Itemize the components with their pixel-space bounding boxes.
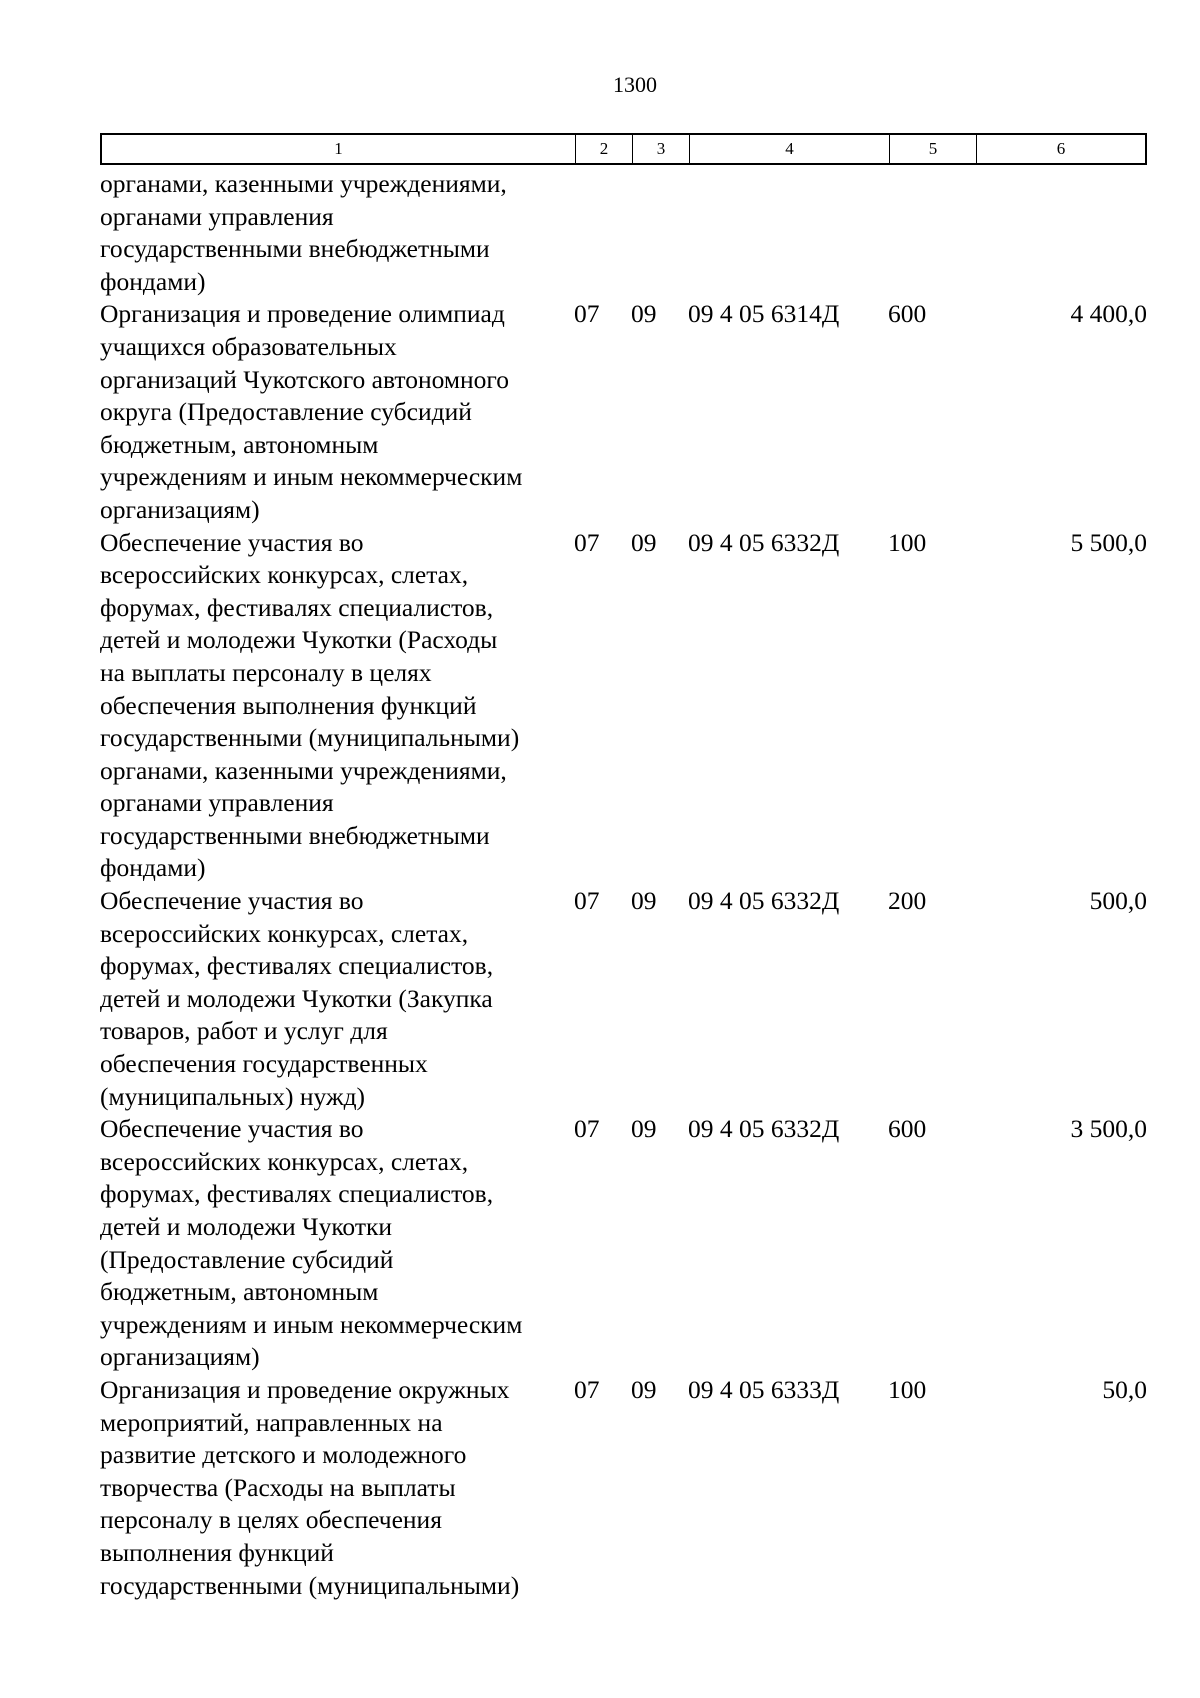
row-description: Организация и проведение олимпиад учащихся образовательных организаций Чукотского автономного округа (Предоставление субсидий бюджетным, автономным учреждениям и иным некоммерческим организациям) [100, 299, 523, 524]
row-target-article: 09 4 05 6314Д [688, 299, 840, 329]
page-number: 1300 [613, 72, 657, 97]
row-subsection-code: 09 [631, 1114, 657, 1144]
row-section-code: 07 [574, 1374, 600, 1404]
row-expense-type: 100 [888, 527, 927, 557]
table-column-header [100, 133, 1147, 165]
row-description: органами, казенными учреждениями, органами управления государственными внебюджетными фондами) [100, 169, 507, 296]
column-header-3: 3 [633, 135, 690, 163]
row-description: Обеспечение участия во всероссийских конкурсах, слетах, форумах, фестивалях специалистов, детей и молодежи Чукотки (Закупка товаров, работ и услуг для обеспечения государственных (муниципальных) нужд) [100, 886, 494, 1111]
row-section-code: 07 [574, 1114, 600, 1144]
table-row [100, 885, 1147, 1113]
row-amount: 4 400,0 [1070, 299, 1147, 329]
row-subsection-code: 09 [631, 299, 657, 329]
row-expense-type: 600 [888, 1114, 927, 1144]
row-subsection-code: 09 [631, 1374, 657, 1404]
row-subsection-code: 09 [631, 527, 657, 557]
column-header-6: 6 [1056, 139, 1066, 158]
row-amount: 50,0 [1102, 1374, 1147, 1404]
row-subsection-code: 09 [631, 886, 657, 916]
table-row [100, 298, 1147, 526]
row-target-article: 09 4 05 6332Д [688, 527, 840, 557]
table-row [100, 527, 1147, 886]
row-description: Организация и проведение окружных мероприятий, направленных на развитие детского и молодежного творчества (Расходы на выплаты персоналу в целях обеспечения выполнения функций государственными (муниципальными) [100, 1374, 520, 1600]
row-amount: 500,0 [1089, 886, 1147, 916]
row-description: Обеспечение участия во всероссийских конкурсах, слетах, форумах, фестивалях специалистов, детей и молодежи Чукотки (Расходы на выплаты персоналу в целях обеспечения выполнения функций государственными (муниципальными) органами, казенными учреждениями, органами управления государственными внебюджетными фондами) [100, 527, 520, 883]
row-expense-type: 100 [888, 1374, 927, 1404]
column-header-4: 4 [690, 135, 890, 163]
budget-table-body [100, 168, 1147, 1602]
table-row [100, 1113, 1147, 1374]
row-expense-type: 200 [888, 886, 927, 916]
row-amount: 3 500,0 [1070, 1114, 1147, 1144]
row-section-code: 07 [574, 527, 600, 557]
row-target-article: 09 4 05 6332Д [688, 1114, 840, 1144]
row-section-code: 07 [574, 886, 600, 916]
column-header-1: 1 [102, 135, 576, 163]
column-header-5: 5 [890, 135, 977, 163]
row-target-article: 09 4 05 6332Д [688, 886, 840, 916]
table-row [100, 1374, 1147, 1602]
table-row [100, 168, 1147, 298]
row-target-article: 09 4 05 6333Д [688, 1374, 840, 1404]
column-header-2: 2 [576, 135, 633, 163]
row-expense-type: 600 [888, 299, 927, 329]
row-amount: 5 500,0 [1070, 527, 1147, 557]
row-section-code: 07 [574, 299, 600, 329]
row-description: Обеспечение участия во всероссийских конкурсах, слетах, форумах, фестивалях специалистов, детей и молодежи Чукотки (Предоставление субсидий бюджетным, автономным учреждениям и иным некоммерческим организациям) [100, 1114, 523, 1372]
